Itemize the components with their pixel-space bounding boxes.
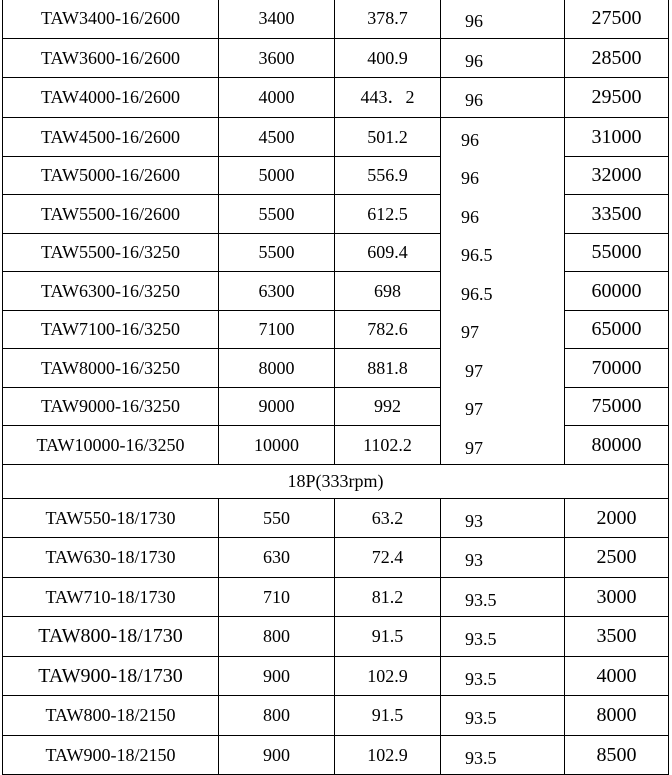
efficiency-cell: 96.5	[441, 272, 565, 311]
power-cell: 900	[219, 735, 335, 775]
price-cell: 32000	[565, 156, 669, 195]
current-cell: 443．2	[335, 78, 441, 118]
current-cell: 102.9	[335, 656, 441, 696]
efficiency-cell: 96	[441, 117, 565, 156]
table-row	[3, 696, 669, 736]
model-cell: TAW5000-16/2600	[3, 156, 219, 195]
table-row	[3, 0, 669, 38]
model-cell: TAW10000-16/3250	[3, 426, 219, 465]
table-row	[3, 156, 669, 195]
price-cell: 8500	[565, 735, 669, 775]
price-cell: 33500	[565, 195, 669, 234]
power-cell: 710	[219, 577, 335, 617]
section-header-row	[3, 465, 669, 499]
efficiency-cell: 96	[441, 195, 565, 234]
table-row	[3, 577, 669, 617]
model-cell: TAW630-18/1730	[3, 538, 219, 578]
efficiency-cell: 93.5	[441, 735, 565, 775]
spec-table-wrapper	[2, 0, 669, 775]
power-cell: 550	[219, 498, 335, 538]
price-cell: 29500	[565, 78, 669, 118]
power-cell: 5500	[219, 233, 335, 272]
model-cell: TAW800-18/2150	[3, 696, 219, 736]
price-cell: 27500	[565, 0, 669, 38]
table-row	[3, 310, 669, 349]
model-cell: TAW7100-16/3250	[3, 310, 219, 349]
current-cell: 400.9	[335, 38, 441, 78]
current-cell: 501.2	[335, 117, 441, 156]
efficiency-cell: 96	[441, 38, 565, 78]
price-cell: 4000	[565, 656, 669, 696]
efficiency-cell: 93.5	[441, 617, 565, 657]
efficiency-cell: 96	[441, 0, 565, 38]
table-row	[3, 656, 669, 696]
price-cell: 55000	[565, 233, 669, 272]
efficiency-cell: 97	[441, 349, 565, 388]
model-cell: TAW4000-16/2600	[3, 78, 219, 118]
power-cell: 4000	[219, 78, 335, 118]
current-cell: 91.5	[335, 617, 441, 657]
model-cell: TAW9000-16/3250	[3, 387, 219, 426]
section-header: 18P(333rpm)	[3, 465, 669, 499]
efficiency-cell: 93.5	[441, 696, 565, 736]
price-cell: 2500	[565, 538, 669, 578]
current-cell: 1102.2	[335, 426, 441, 465]
current-cell: 556.9	[335, 156, 441, 195]
table-row	[3, 117, 669, 156]
current-cell: 72.4	[335, 538, 441, 578]
current-cell: 63.2	[335, 498, 441, 538]
model-cell: TAW8000-16/3250	[3, 349, 219, 388]
power-cell: 6300	[219, 272, 335, 311]
current-cell: 698	[335, 272, 441, 311]
table-row	[3, 38, 669, 78]
power-cell: 5500	[219, 195, 335, 234]
efficiency-cell: 97	[441, 310, 565, 349]
model-cell: TAW800-18/1730	[3, 617, 219, 657]
power-cell: 3400	[219, 0, 335, 38]
table-row	[3, 272, 669, 311]
price-cell: 75000	[565, 387, 669, 426]
table-row	[3, 387, 669, 426]
efficiency-cell: 93.5	[441, 656, 565, 696]
power-cell: 10000	[219, 426, 335, 465]
power-cell: 7100	[219, 310, 335, 349]
efficiency-cell: 93	[441, 498, 565, 538]
model-cell: TAW3400-16/2600	[3, 0, 219, 38]
current-cell: 782.6	[335, 310, 441, 349]
efficiency-cell: 96	[441, 156, 565, 195]
current-cell: 992	[335, 387, 441, 426]
model-cell: TAW900-18/1730	[3, 656, 219, 696]
table-row	[3, 426, 669, 465]
price-cell: 80000	[565, 426, 669, 465]
price-cell: 3000	[565, 577, 669, 617]
model-cell: TAW3600-16/2600	[3, 38, 219, 78]
efficiency-cell: 96.5	[441, 233, 565, 272]
table-row	[3, 538, 669, 578]
table-row	[3, 195, 669, 234]
price-cell: 31000	[565, 117, 669, 156]
power-cell: 5000	[219, 156, 335, 195]
power-cell: 3600	[219, 38, 335, 78]
power-cell: 9000	[219, 387, 335, 426]
price-cell: 8000	[565, 696, 669, 736]
power-cell: 800	[219, 617, 335, 657]
efficiency-cell: 97	[441, 426, 565, 465]
price-cell: 28500	[565, 38, 669, 78]
current-cell: 378.7	[335, 0, 441, 38]
price-cell: 60000	[565, 272, 669, 311]
price-cell: 3500	[565, 617, 669, 657]
efficiency-cell: 96	[441, 78, 565, 118]
current-cell: 91.5	[335, 696, 441, 736]
model-cell: TAW5500-16/3250	[3, 233, 219, 272]
price-cell: 65000	[565, 310, 669, 349]
spec-table-body	[3, 0, 669, 775]
model-cell: TAW710-18/1730	[3, 577, 219, 617]
price-cell: 2000	[565, 498, 669, 538]
current-cell: 881.8	[335, 349, 441, 388]
table-row	[3, 349, 669, 388]
table-row	[3, 233, 669, 272]
model-cell: TAW900-18/2150	[3, 735, 219, 775]
table-row	[3, 78, 669, 118]
model-cell: TAW6300-16/3250	[3, 272, 219, 311]
table-row	[3, 735, 669, 775]
power-cell: 800	[219, 696, 335, 736]
power-cell: 630	[219, 538, 335, 578]
model-cell: TAW550-18/1730	[3, 498, 219, 538]
model-cell: TAW4500-16/2600	[3, 117, 219, 156]
motor-spec-table	[2, 0, 669, 775]
table-row	[3, 498, 669, 538]
price-cell: 70000	[565, 349, 669, 388]
current-cell: 81.2	[335, 577, 441, 617]
current-cell: 612.5	[335, 195, 441, 234]
efficiency-cell: 97	[441, 387, 565, 426]
efficiency-cell: 93	[441, 538, 565, 578]
current-cell: 609.4	[335, 233, 441, 272]
model-cell: TAW5500-16/2600	[3, 195, 219, 234]
power-cell: 8000	[219, 349, 335, 388]
power-cell: 4500	[219, 117, 335, 156]
power-cell: 900	[219, 656, 335, 696]
current-cell: 102.9	[335, 735, 441, 775]
efficiency-cell: 93.5	[441, 577, 565, 617]
table-row	[3, 617, 669, 657]
